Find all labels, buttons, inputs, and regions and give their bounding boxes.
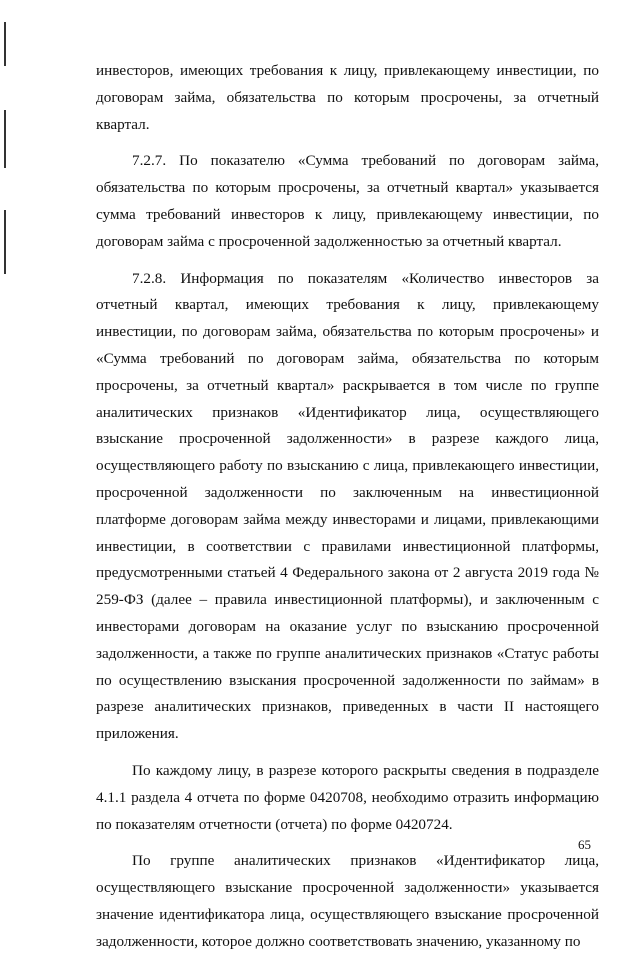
paragraph-each-person: По каждому лицу, в разрезе которого раскрыты сведения в подразделе 4.1.1 раздела 4 отчета по форме 0420708, необходимо отразить информацию по показателям отчетности (отчета) по форме 0420724. — [96, 761, 599, 833]
scan-edge-mark — [4, 210, 6, 274]
paragraph-7-2-8: 7.2.8. Информация по показателям «Количество инвесторов за отчетный квартал, имеющих требования к лицу, привлекающему инвестиции, по договорам займа, обязательства по которым просрочены» и «Сумма требований по договорам займа, обязательства по которым просрочены, за отчетный квартал» раскрывается в том числе по группе аналитических признаков «Идентификатор лица, осуществляющего взыскание просроченной задолженности» в разрезе каждого лица, осуществляющего работу по взысканию с лица, привлекающего инвестиции, просроченной задолженности по заключенным на инвестиционной платформе договорам займа между инвесторами и лицами, привлекающими инвестиции, в соответствии с правилами инвестиционной платформы, предусмотренными статьей 4 Федерального закона от 2 августа 2019 года № 259-ФЗ (далее – правила инвестиционной платформы), и заключенным с инвесторами договорам на оказание услуг по взысканию просроченной задолженности, а также по группе аналитических признаков «Статус работы по осуществлению взыскания просроченной задолженности по займам» в разрезе аналитических признаков, приведенных в части II настоящего приложения. — [96, 269, 599, 743]
paragraph-identifier-group: По группе аналитических признаков «Идентификатор лица, осуществляющего взыскание просроченной задолженности» указывается значение идентификатора лица, осуществляющего взыскание просроченной задолженности, которое должно соответствовать значению, указанному по — [96, 852, 599, 950]
document-body — [96, 58, 599, 956]
scan-edge-mark — [4, 22, 6, 66]
page-number: 65 — [578, 837, 591, 852]
paragraph-7-2-7: 7.2.7. По показателю «Сумма требований по договорам займа, обязательства по которым просрочены, за отчетный квартал» указывается сумма требований инвесторов к лицу, привлекающему инвестиции, по договорам займа с просроченной задолженностью за отчетный квартал. — [96, 152, 599, 250]
scan-edge-mark — [4, 110, 6, 168]
paragraph-continuation: инвесторов, имеющих требования к лицу, привлекающему инвестиции, по договорам займа, обязательства по которым просрочены, за отчетный квартал. — [96, 62, 599, 133]
